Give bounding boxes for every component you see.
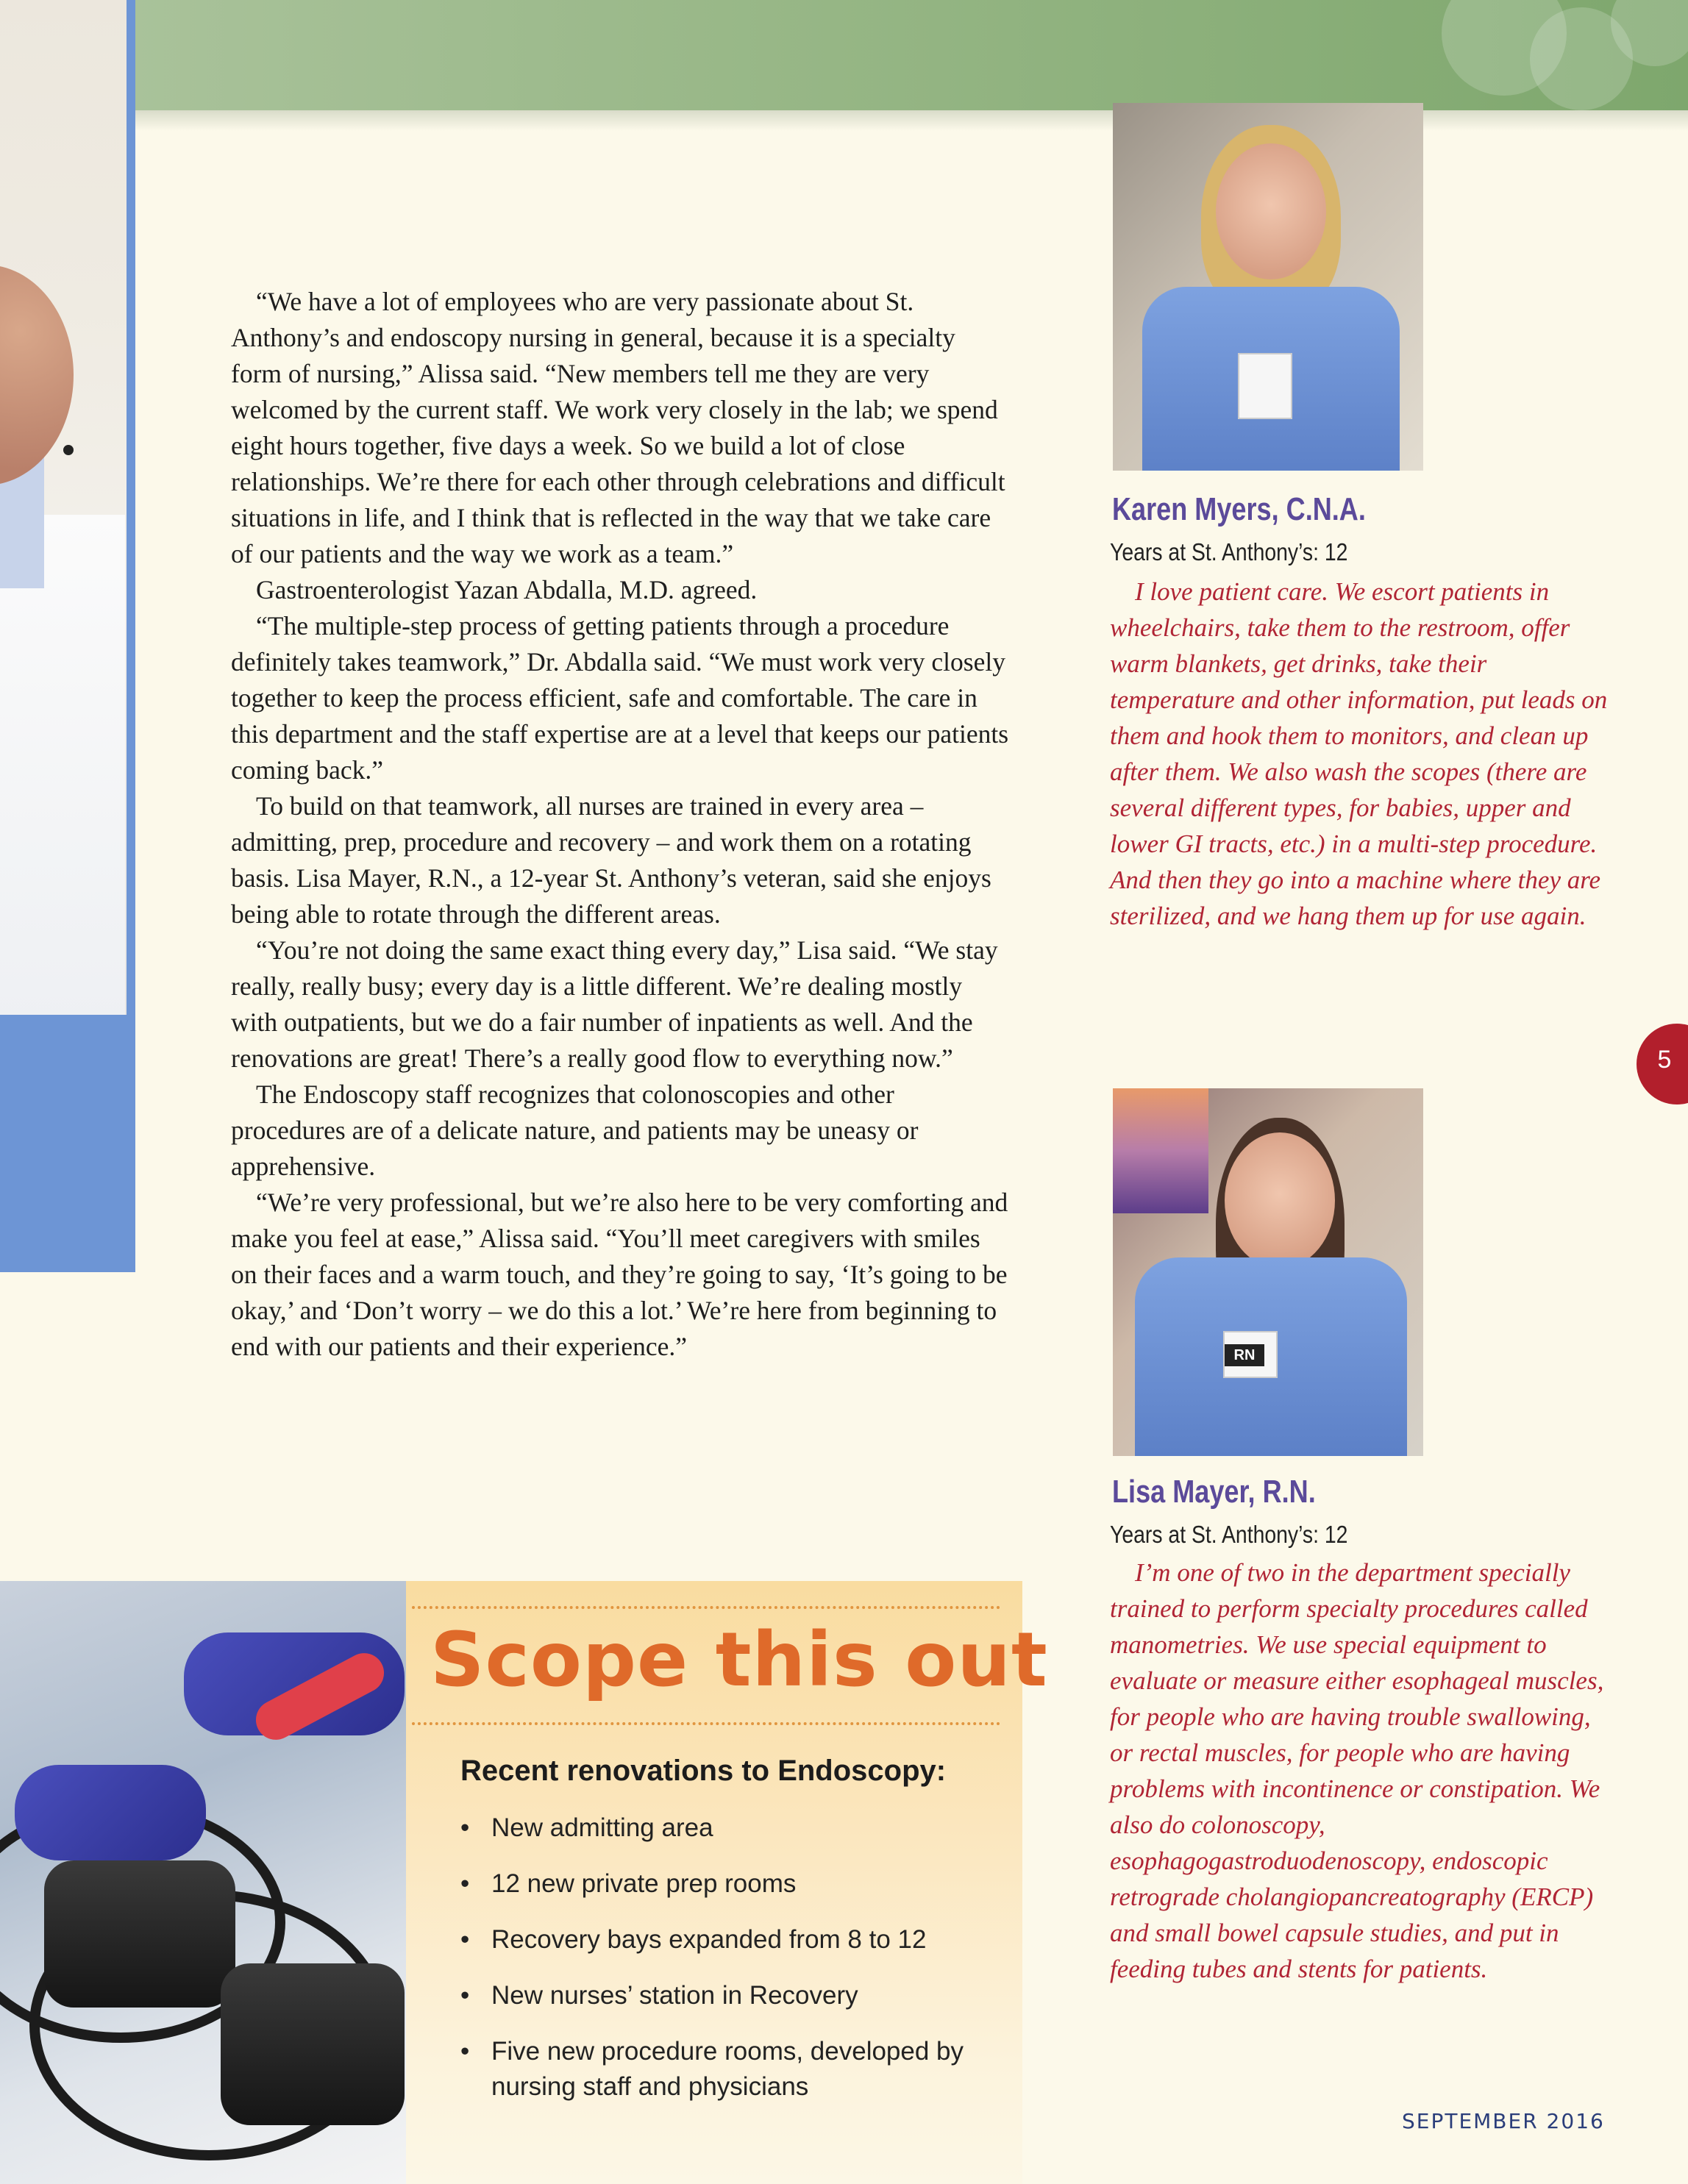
article-paragraph: To build on that teamwork, all nurses are trained in every area – admitting, prep, procedure and recovery – and work them on a rotating basis. Lisa Mayer, R.N., a 12-year St. Anthony’s veteran, said she enjoys being able to rotate through the different areas.	[231, 791, 991, 929]
sidebar-heading: Recent renovations to Endoscopy:	[460, 1755, 947, 1787]
staff-years: Years at St. Anthony’s: 12	[1110, 1521, 1348, 1548]
earring	[63, 445, 74, 455]
staff-name: Karen Myers, C.N.A.	[1112, 491, 1366, 527]
bullet: •	[460, 1813, 470, 1842]
issue-date: SEPTEMBER 2016	[1402, 2109, 1605, 2133]
list-item-text: New nurses’ station in Recovery	[491, 1981, 858, 2010]
list-item	[460, 1810, 1019, 1846]
endoscope-photo	[0, 1581, 406, 2184]
face	[1216, 143, 1326, 279]
list-item	[460, 1978, 1019, 2013]
physician-photo	[0, 0, 127, 1015]
bullet: •	[460, 1981, 470, 2010]
header-band	[132, 0, 1688, 110]
dotted-rule-top	[412, 1606, 1000, 1609]
renovation-list	[460, 1810, 1019, 2125]
article-paragraph: “We have a lot of employees who are very passionate about St. Anthony’s and endoscopy nursing in general, because it is a specialty form of nursing,” Alissa said. “New members tell me they are very welcomed by the current staff. We work very closely in the lab; we spend eight hours together, five days a week. So we build a lot of close relationships. We’re there for each other through celebrations and difficult situations in life, and I think that is reflected in the way that we take care of our patients and the way we work as a team.”	[231, 287, 1005, 568]
sidebar-title: Scope this out	[430, 1616, 1048, 1704]
staff-years: Years at St. Anthony’s: 12	[1110, 538, 1348, 565]
karen-myers-photo	[1113, 103, 1423, 471]
bullet: •	[460, 1925, 470, 1954]
scope-light-source	[221, 1963, 405, 2125]
staff-name: Lisa Mayer, R.N.	[1112, 1474, 1316, 1510]
wall-painting	[1113, 1088, 1208, 1213]
list-item	[460, 1866, 1019, 1902]
bullet: •	[460, 2037, 470, 2066]
id-badge	[1238, 353, 1292, 419]
face	[1225, 1132, 1335, 1268]
gloved-hand	[15, 1765, 206, 1860]
article-paragraph: “We’re very professional, but we’re also here to be very comforting and make you feel at ease,” Alissa said. “You’ll meet caregivers with smiles on their faces and a warm touch, and they’re going to say, ‘It’s going to be okay,’ and ‘Don’t worry – we do this a lot.’ We’re here from beginning to end with our patients and their experience.”	[231, 1188, 1008, 1361]
staff-quote-text: I’m one of two in the department specially trained to perform specialty procedures called manometries. We use special equipment to evaluate or measure either esophageal muscles, for people who are having trouble swallowing, or rectal muscles, for people who are having problems with incontinence or constipation. We also do colonoscopy, esophagogastroduodenoscopy, endoscopic retrograde cholangiopancreatography (ERCP) and small bowel capsule studies, and put in feeding tubes and stents for patients.	[1110, 1558, 1604, 1983]
lisa-mayer-photo	[1113, 1088, 1423, 1456]
list-item-text: Recovery bays expanded from 8 to 12	[491, 1925, 927, 1954]
staff-quote-text: I love patient care. We escort patients in wheelchairs, take them to the restroom, offer warm blankets, get drinks, take their temperature and other information, put leads on them and hook them to monitors, and clean up after them. We also wash the scopes (there are several different types, for babies, upper and lower GI tracts, etc.) in a multi-step procedure. And then they go into a machine where they are sterilized, and we hang them up for use again.	[1110, 577, 1608, 930]
page-number: 5	[1657, 1046, 1672, 1074]
scope-control-head	[44, 1860, 235, 2008]
bullet: •	[460, 1869, 470, 1898]
article-paragraph: “The multiple-step process of getting patients through a procedure definitely takes teamwork,” Dr. Abdalla said. “We must work very closely together to keep the process efficient, safe and comfortable. The care in this department and the staff expertise are at a level that keeps our patients coming back.”	[231, 611, 1009, 785]
article-paragraph: The Endoscopy staff recognizes that colonoscopies and other procedures are of a delicate nature, and patients may be uneasy or apprehensive.	[231, 1079, 919, 1181]
header-shadow	[132, 110, 1688, 131]
article-body	[231, 284, 1011, 1365]
list-item-text: New admitting area	[491, 1813, 713, 1842]
article-paragraph: “You’re not doing the same exact thing every day,” Lisa said. “We stay really, really busy; every day is a little different. We’re dealing mostly with outpatients, but we do a fair number of inpatients as well. And the renovations are great! There’s a really good flow to everything now.”	[231, 935, 998, 1073]
rn-badge: RN	[1225, 1344, 1264, 1366]
white-coat	[0, 515, 125, 1015]
list-item	[460, 1922, 1019, 1958]
left-photo-frame	[0, 0, 135, 1272]
staff-quote	[1110, 1555, 1617, 1987]
physician-head	[0, 265, 74, 485]
list-item-text: 12 new private prep rooms	[491, 1869, 797, 1898]
list-item-text: Five new procedure rooms, developed by nursing staff and physicians	[491, 2037, 964, 2101]
dotted-rule-bottom	[412, 1722, 1000, 1725]
article-paragraph: Gastroenterologist Yazan Abdalla, M.D. agreed.	[256, 575, 758, 604]
list-item	[460, 2034, 1019, 2105]
staff-quote	[1110, 574, 1617, 934]
